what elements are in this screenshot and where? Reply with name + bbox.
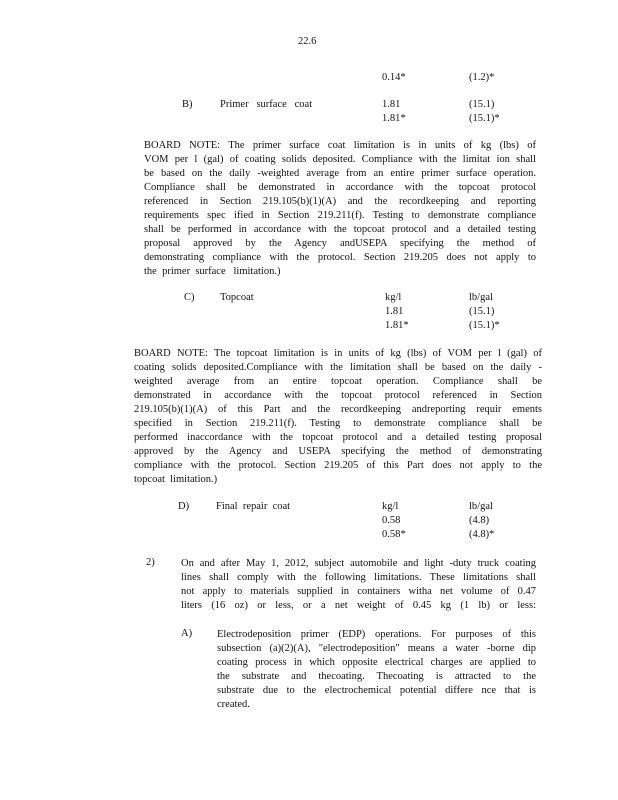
board-note-topcoat-line: topcoat limitation.) (134, 474, 218, 485)
item-2-number: 2) (146, 557, 155, 568)
board-note-topcoat-line: BOARD NOTE: The topcoat limitation is in units of kg (lbs) of VOM per l (gal) of (134, 348, 542, 359)
section-d-kg-1: 0.58 (382, 515, 401, 526)
board-note-topcoat-line: coating solids deposited.Compliance with the limitation shall be based on the daily - (134, 362, 542, 373)
item-2a-line: the substrate and thecoating. Thecoating is attracted to the (217, 671, 536, 682)
section-c-letter: C) (184, 292, 195, 303)
item-2-line: lines shall comply with the following limitations. These limitations shall (181, 572, 536, 583)
board-note-primer-line: referenced in Section 219.105(b)(1)(A) and the recordkeeping and reporting (144, 196, 536, 207)
section-b-lb-2: (15.1)* (469, 113, 500, 124)
section-c-kg-2: 1.81* (385, 320, 409, 331)
top-row-lb: (1.2)* (469, 72, 495, 83)
section-c-kg-1: 1.81 (385, 306, 404, 317)
section-b-kg-1: 1.81 (382, 99, 401, 110)
item-2-line: liters (16 oz) or less, or a net weight of 0.45 kg (1 lb) or less: (181, 600, 536, 611)
item-2a-line: subsection (a)(2)(A), "electrodeposition" means a water -borne dip (217, 643, 536, 654)
item-2a-line: substrate due to the electrochemical potential differe nce that is (217, 685, 536, 696)
item-2a-letter: A) (181, 628, 193, 639)
item-2a-line: created. (217, 699, 250, 710)
board-note-primer-line: the primer surface limitation.) (144, 266, 281, 277)
page-number: 22.6 (298, 36, 317, 47)
item-2a-text (217, 628, 536, 712)
board-note-primer-line: be based on the daily -weighted average from an entire primer surface operation. (144, 168, 536, 179)
board-note-primer-line: Compliance shall be demonstrated in accordance with the topcoat protocol (144, 182, 536, 193)
board-note-primer-line: demonstrating compliance with the protocol. Section 219.205 does not apply to (144, 252, 536, 263)
section-d-title: Final repair coat (216, 501, 291, 512)
board-note-topcoat-line: approved by the Agency and USEPA specifying the method of demonstrating (134, 446, 542, 457)
section-d-lb-header: lb/gal (469, 501, 493, 512)
board-note-topcoat (134, 347, 542, 487)
board-note-primer-line: requirements spec ified in Section 219.211(f). Testing to demonstrate compliance (144, 210, 536, 221)
item-2a-line: Electrodeposition primer (EDP) operations. For purposes of this (217, 629, 536, 640)
board-note-topcoat-line: demonstrated in accordance with the topcoat protocol referenced in Section (134, 390, 542, 401)
board-note-primer-line: BOARD NOTE: The primer surface coat limitation is in units of kg (lbs) of (144, 140, 536, 151)
board-note-topcoat-line: weighted average from an entire topcoat operation. Compliance shall be (134, 376, 542, 387)
top-row-kg: 0.14* (382, 72, 406, 83)
section-d-lb-1: (4.8) (469, 515, 490, 526)
section-d-kg-2: 0.58* (382, 529, 406, 540)
section-c-kg-header: kg/l (385, 292, 402, 303)
board-note-topcoat-line: compliance with the protocol. Section 219.205 of this Part does not apply to the (134, 460, 542, 471)
section-b-title: Primer surface coat (220, 99, 313, 110)
board-note-topcoat-line: performed inaccordance with the topcoat protocol and a detailed testing proposal (134, 432, 542, 443)
section-c-lb-header: lb/gal (469, 292, 493, 303)
section-c-lb-1: (15.1) (469, 306, 495, 317)
section-d-kg-header: kg/l (382, 501, 399, 512)
section-c-lb-2: (15.1)* (469, 320, 500, 331)
item-2-line: On and after May 1, 2012, subject automobile and light -duty truck coating (181, 558, 536, 569)
board-note-topcoat-line: 219.105(b)(1)(A) of this Part and the recordkeeping andreporting requir ements (134, 404, 542, 415)
section-b-lb-1: (15.1) (469, 99, 495, 110)
section-d-letter: D) (178, 501, 190, 512)
board-note-primer-line: shall be performed in accordance with the topcoat protocol and a detailed testing (144, 224, 536, 235)
item-2-line: not apply to materials supplied in containers witha net volume of 0.47 (181, 586, 536, 597)
item-2-text (181, 557, 536, 613)
section-b-letter: B) (182, 99, 193, 110)
board-note-primer-line: proposal approved by the Agency andUSEPA specifying the method of (144, 238, 536, 249)
board-note-primer (144, 139, 536, 279)
section-d-lb-2: (4.8)* (469, 529, 495, 540)
board-note-topcoat-line: specified in Section 219.211(f). Testing to demonstrate compliance shall be (134, 418, 542, 429)
section-b-kg-2: 1.81* (382, 113, 406, 124)
item-2a-line: coating process in which opposite electrical charges are applied to (217, 657, 536, 668)
section-c-title: Topcoat (220, 292, 254, 303)
board-note-primer-line: VOM per l (gal) of coating solids deposited. Compliance with the limitat ion shall (144, 154, 536, 165)
